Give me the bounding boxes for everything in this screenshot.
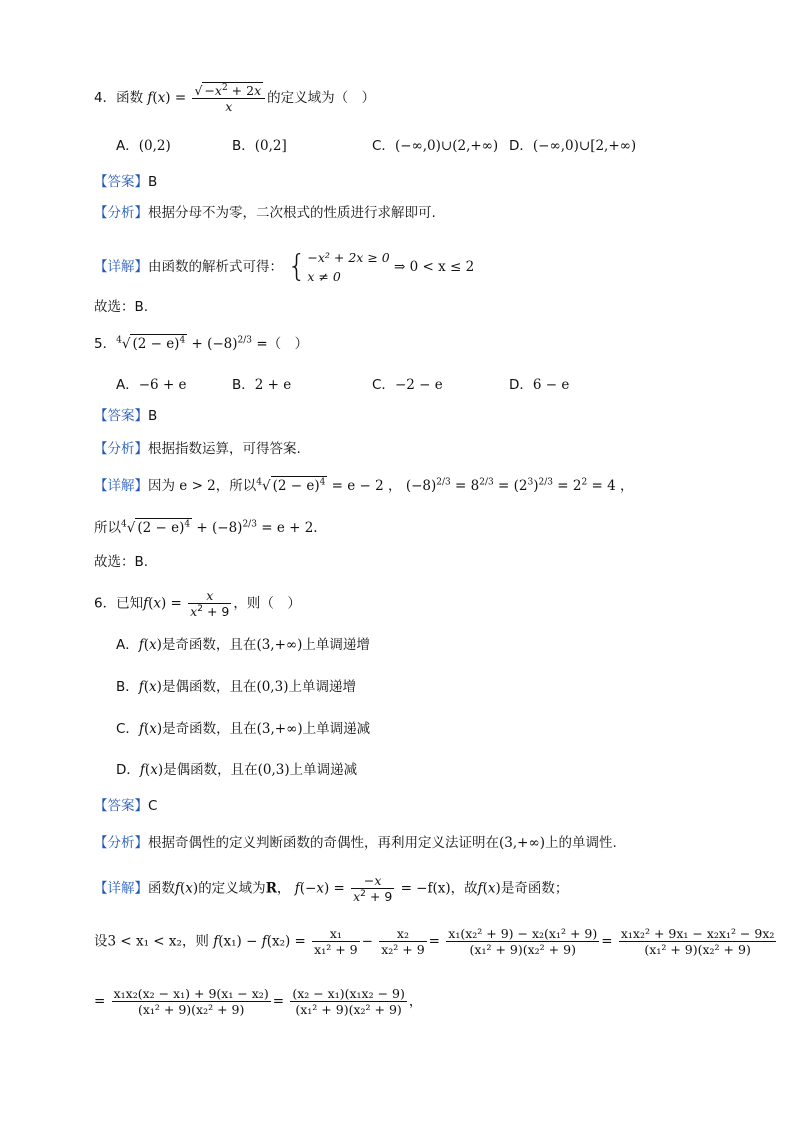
q4-option-a[interactable]: A．(0,2) bbox=[116, 138, 171, 154]
q6-analysis: 【分析】根据奇偶性的定义判断函数的奇偶性，再利用定义法证明在(3,+∞)上的单调性. bbox=[94, 835, 617, 851]
q4-option-b[interactable]: B．(0,2] bbox=[232, 138, 287, 154]
q5-detail-line2: 所以$^4$√ $(2 - e)^4 + (-8)^{2/3} = e + 2$. bbox=[94, 519, 318, 536]
q6-stem: 6．已知f(x) = $\frac{x}{x^2 + 9}$ ，则（ ） bbox=[94, 588, 301, 619]
q6-option-b[interactable]: B．f(x)是偶函数，且在(0,3)上单调递增 bbox=[116, 679, 356, 695]
q4-analysis: 【分析】根据分母不为零，二次根式的性质进行求解即可. bbox=[94, 205, 436, 221]
q6-answer: 【答案】C bbox=[94, 798, 158, 814]
q6-option-c[interactable]: C．f(x)是奇函数，且在(3,+∞)上单调递减 bbox=[116, 721, 371, 737]
q6-option-d[interactable]: D．f(x)是偶函数，且在(0,3)上单调递减 bbox=[116, 762, 358, 778]
q5-detail-line1: 【详解】因为 e > 2，所以$^4$√ $(2 - e)^4 = e - 2$ ， $(-8)^{2/3} = 8^{2/3} = (2^3)^{2/3} = 2^2 = 4$ ， bbox=[94, 477, 634, 494]
q4-fx: f bbox=[147, 90, 153, 106]
q5-stem: 5．$^4$√ $(2 - e)^4 + (-8)^{2/3}$ =（ ） bbox=[94, 335, 309, 352]
q6-detail-line1: 【详解】函数f(x)的定义域为R， f(−x) = $\frac{-x}{x^2 + 9}$ = −f(x)，故f(x)是奇函数； bbox=[94, 873, 569, 904]
q4-answer: 【答案】B bbox=[94, 174, 158, 190]
q4-conclusion: 故选：B. bbox=[94, 299, 149, 315]
q4-option-d[interactable]: D．(−∞,0)∪[2,+∞) bbox=[509, 138, 637, 154]
q6-detail-line3: = $\frac{\text{x₁x₂(x₂ − x₁) + 9(x₁ − x₂)}}{\text{(x₁² + 9)(x₂² + 9)}}$ = $\frac{\text{(x₂ − x₁)(x₁x₂ − 9)}}{\text{(x₁² + 9)(x₂² + 9)}}$ ， bbox=[94, 986, 423, 1017]
q4-fraction: $\frac{√ -x^2 + 2x}{x}$ bbox=[192, 82, 265, 114]
q5-option-c[interactable]: C．−2 − e bbox=[372, 377, 443, 393]
q5-option-b[interactable]: B．2 + e bbox=[232, 377, 292, 393]
q5-analysis: 【分析】根据指数运算，可得答案. bbox=[94, 441, 301, 457]
q4-option-c[interactable]: C．(−∞,0)∪(2,+∞) bbox=[372, 138, 499, 154]
q4-detail: 【详解】由函数的解析式可得： { −x² + 2x ≥ 0 x ≠ 0 ⇒ 0 < x ≤ 2 bbox=[94, 249, 475, 284]
q5-conclusion: 故选：B. bbox=[94, 554, 149, 570]
q6-detail-line2: 设3 < x₁ < x₂，则 f(x₁) − f(x₂) = $\frac{\text{x₁}}{\text{x₁² + 9}}$ − $\frac{\text{x₂}}{\text{x₂² + 9}}$ = $\frac{\text{x₁(x₂² + 9) − x₂(x₁² + 9)}}{\text{(x₁² + 9)(x₂² + 9)}}$ = $\frac{\text{x₁x₂² + 9x₁ − x₂x₁² − 9x₂}}{\text{(x₁² + 9)(x₂² + 9)}}$ bbox=[94, 926, 775, 957]
q5-option-d[interactable]: D．6 − e bbox=[509, 377, 570, 393]
q4-stem: 4．函数 f(x) = $\frac{√ -x^2 + 2x}{x}$ 的定义域为（ ） bbox=[94, 82, 376, 114]
q5-option-a[interactable]: A．−6 + e bbox=[116, 377, 187, 393]
q5-answer: 【答案】B bbox=[94, 408, 158, 424]
q4-number: 4．函数 bbox=[94, 90, 144, 106]
q4-tail: 的定义域为（ ） bbox=[267, 90, 376, 106]
q6-option-a[interactable]: A．f(x)是奇函数，且在(3,+∞)上单调递增 bbox=[116, 637, 370, 653]
